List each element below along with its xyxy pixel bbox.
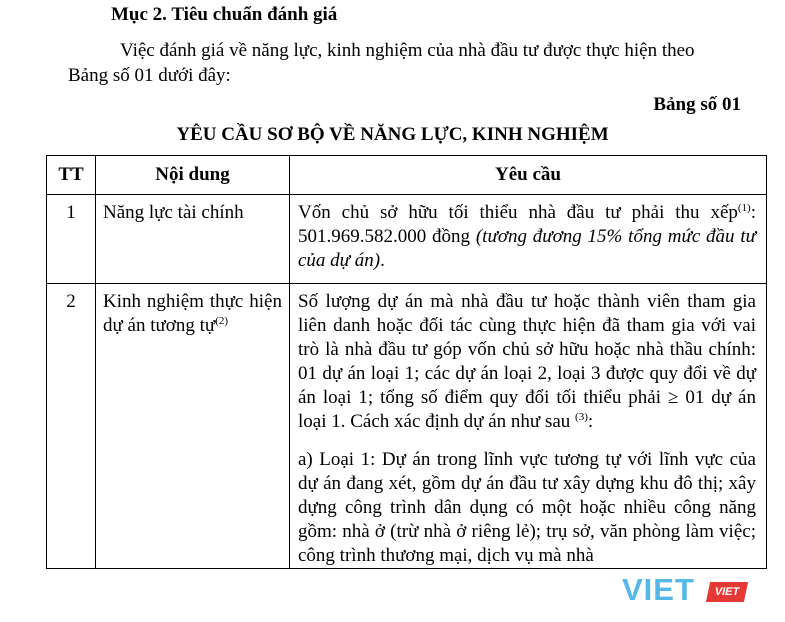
row-number: 2	[47, 284, 96, 569]
table-row	[47, 195, 767, 284]
row-requirement	[290, 284, 767, 569]
logo-badge: VIET	[706, 582, 748, 602]
header-content: Nội dung	[96, 156, 290, 195]
intro-paragraph	[68, 38, 748, 88]
row-number: 1	[47, 195, 96, 284]
table-header-row	[47, 156, 767, 195]
vietnamnet-logo	[622, 572, 750, 608]
table-title: YÊU CẦU SƠ BỘ VỀ NĂNG LỰC, KINH NGHIỆM	[176, 124, 609, 145]
requirement-paragraph-1: Số lượng dự án mà nhà đầu tư hoặc thành viên tham gia liên danh hoặc đối tác cùng thực hiện đã tham gia với vai trò là nhà đầu tư góp vốn chủ sở hữu hoặc nhà thầu chính: 01 dự án loại 1; các dự án loại 2, loại 3 được quy đổi về dự án loại 1; tổng số điểm quy đổi tối thiểu phải ≥ 01 dự án loại 1. Cách xác định dự án như sau $^{(3)}$:	[298, 291, 756, 432]
section-title: Mục 2. Tiêu chuẩn đánh giá	[111, 4, 338, 25]
header-requirement: Yêu cầu	[290, 156, 767, 195]
header-tt: TT	[47, 156, 96, 195]
requirement-paragraph-2: a) Loại 1: Dự án trong lĩnh vực tương tự với lĩnh vực của dự án đang xét, gồm dự án đầu tư xây dựng khu đô thị; xây dựng công trình dân dụng có một hoặc nhiều công năng gồm: nhà ở (trừ nhà ở riêng lẻ); trụ sở, văn phòng làm việc; công trình thương mại, dịch vụ mà nhà	[298, 449, 756, 566]
row-content: Năng lực tài chính	[96, 195, 290, 284]
row-requirement: Vốn chủ sở hữu tối thiểu nhà đầu tư phải thu xếp$^{(1)}$: 501.969.582.000 đồng (tương đương 15% tổng mức đầu tư của dự án).	[290, 195, 767, 284]
intro-line-2: Bảng số 01 dưới đây:	[68, 65, 231, 86]
row-content: Kinh nghiệm thực hiện dự án tương tự$^{(2)}$	[96, 284, 290, 569]
requirements-table	[46, 155, 767, 569]
table-row	[47, 284, 767, 569]
table-number: Bảng số 01	[653, 94, 741, 115]
logo-text: VIET	[622, 572, 695, 607]
intro-line-1: Việc đánh giá về năng lực, kinh nghiệm của nhà đầu tư được thực hiện theo	[120, 40, 695, 61]
